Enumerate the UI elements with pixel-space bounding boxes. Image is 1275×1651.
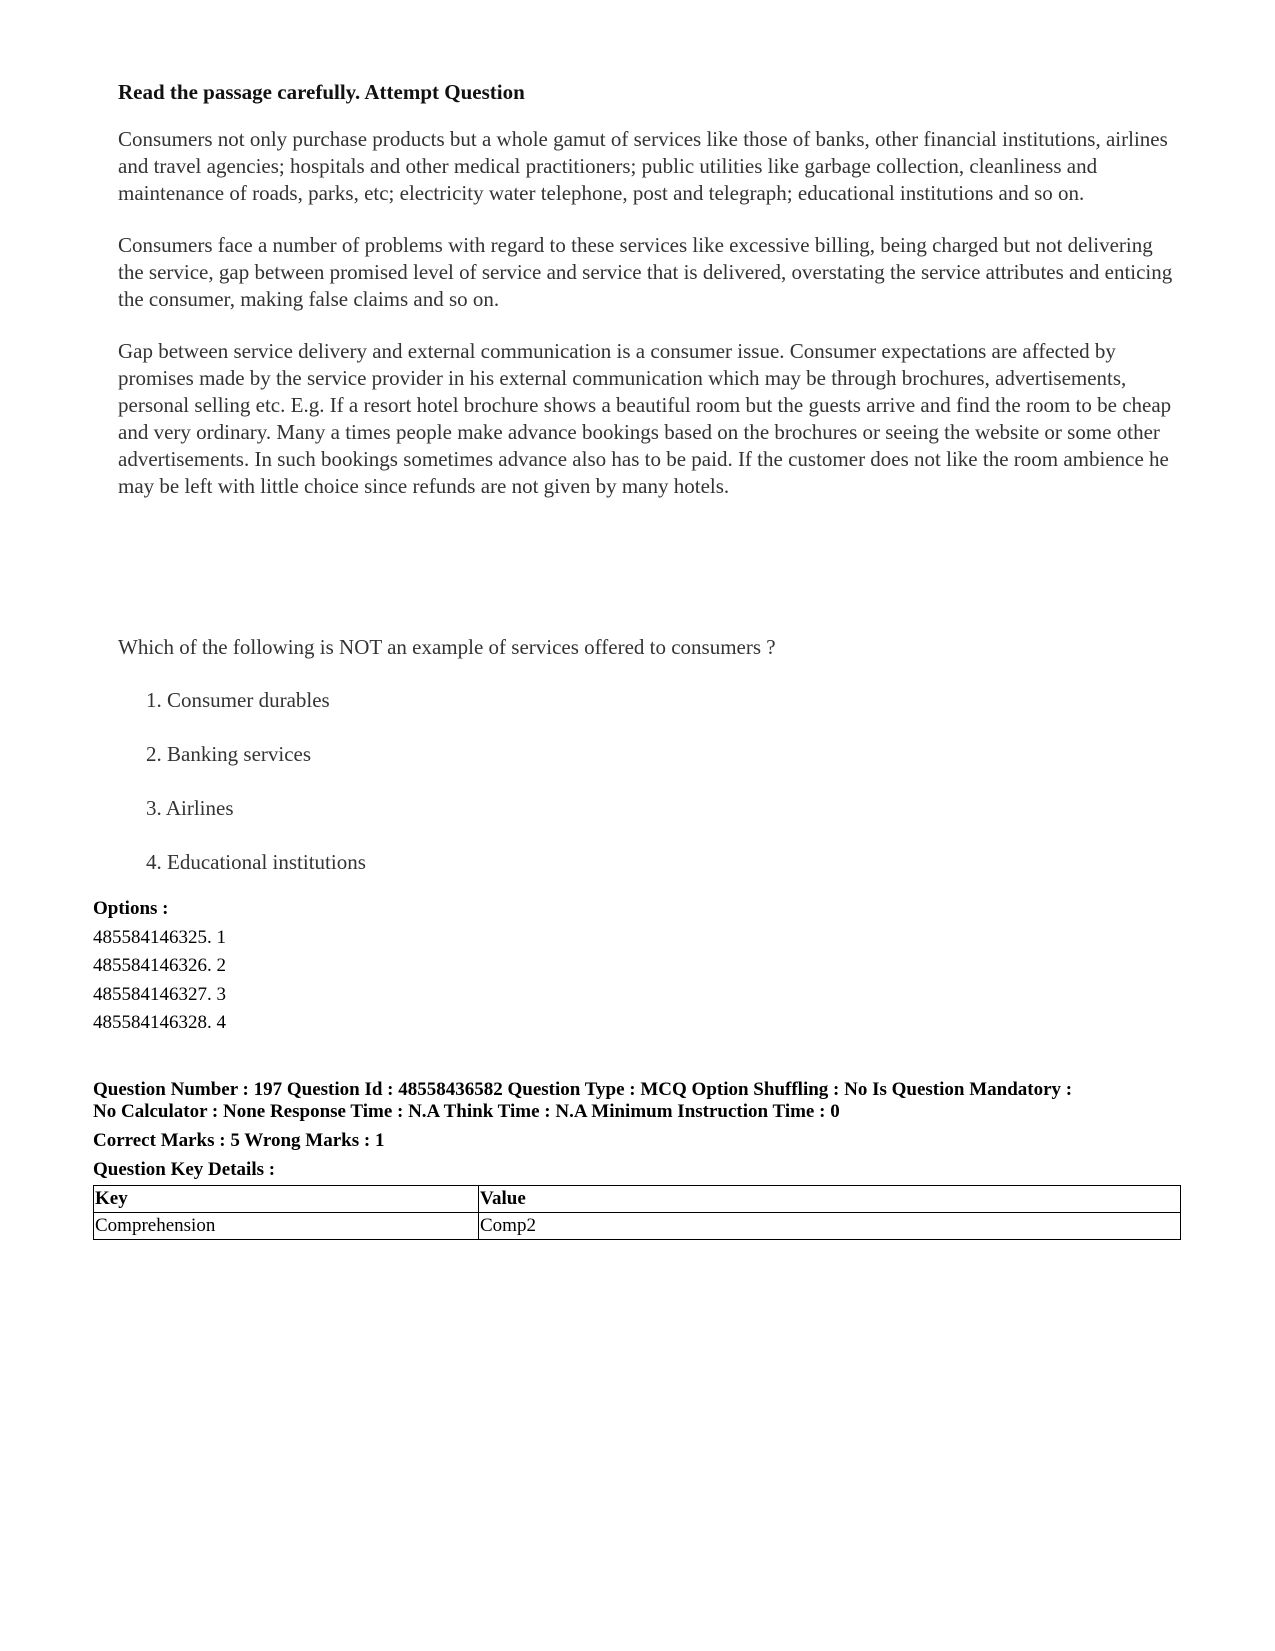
choice-list [146, 686, 366, 902]
options-block [93, 895, 226, 1038]
table-header-key: Key [94, 1186, 479, 1213]
table-row [94, 1213, 1181, 1240]
key-details-table [93, 1185, 1181, 1240]
choice-item: 3. Airlines [146, 796, 234, 820]
passage-block [118, 78, 1178, 525]
key-details-title: Question Key Details : [93, 1159, 276, 1180]
table-cell-value: Comp2 [479, 1213, 1181, 1240]
option-item: 485584146325. 1 [93, 926, 226, 948]
choice-item: 2. Banking services [146, 742, 312, 766]
options-title: Options : [93, 898, 169, 919]
marks-line: Correct Marks : 5 Wrong Marks : 1 [93, 1130, 385, 1151]
passage-heading: Read the passage carefully. Attempt Question [118, 80, 525, 104]
question-stem: Which of the following is NOT an example of services offered to consumers ? [118, 635, 776, 659]
table-cell-key: Comprehension [94, 1213, 479, 1240]
question-meta [93, 1079, 1193, 1123]
passage-paragraph-3: Gap between service delivery and external communication is a consumer issue. Consumer expectations are affected by promises made by the service provider in his external communication which may be through brochures, advertisements, personal selling etc. E.g. If a resort hotel brochure shows a beautiful room but the guests arrive and find the room to be cheap and very ordinary. Many a times people make advance bookings based on the brochures or seeing the website or some other advertisements. In such bookings sometimes advance also has to be paid. If the customer does not like the room ambience he may be left with little choice since refunds are not given by many hotels. [118, 339, 1172, 498]
passage-paragraph-1: Consumers not only purchase products but a whole gamut of services like those of banks, other financial institutions, airlines and travel agencies; hospitals and other medical practitioners; public utilities like garbage collection, cleanliness and maintenance of roads, parks, etc; electricity water telephone, post and telegraph; educational institutions and so on. [118, 127, 1168, 205]
table-header-row [94, 1186, 1181, 1213]
option-item: 485584146327. 3 [93, 983, 226, 1005]
choice-item: 4. Educational institutions [146, 850, 366, 874]
question-meta-line-1: Question Number : 197 Question Id : 48558436582 Question Type : MCQ Option Shuffling : No Is Question Mandatory : [93, 1079, 1073, 1100]
question-meta-line-2: No Calculator : None Response Time : N.A Think Time : N.A Minimum Instruction Time : 0 [93, 1101, 840, 1122]
option-item: 485584146328. 4 [93, 1012, 226, 1033]
choice-item: 1. Consumer durables [146, 688, 330, 712]
passage-paragraph-2: Consumers face a number of problems with regard to these services like excessive billing, being charged but not delivering the service, gap between promised level of service and service that is delivered, overstating the service attributes and enticing the consumer, making false claims and so on. [118, 233, 1173, 311]
option-item: 485584146326. 2 [93, 955, 226, 976]
table-header-value: Value [479, 1186, 1181, 1213]
